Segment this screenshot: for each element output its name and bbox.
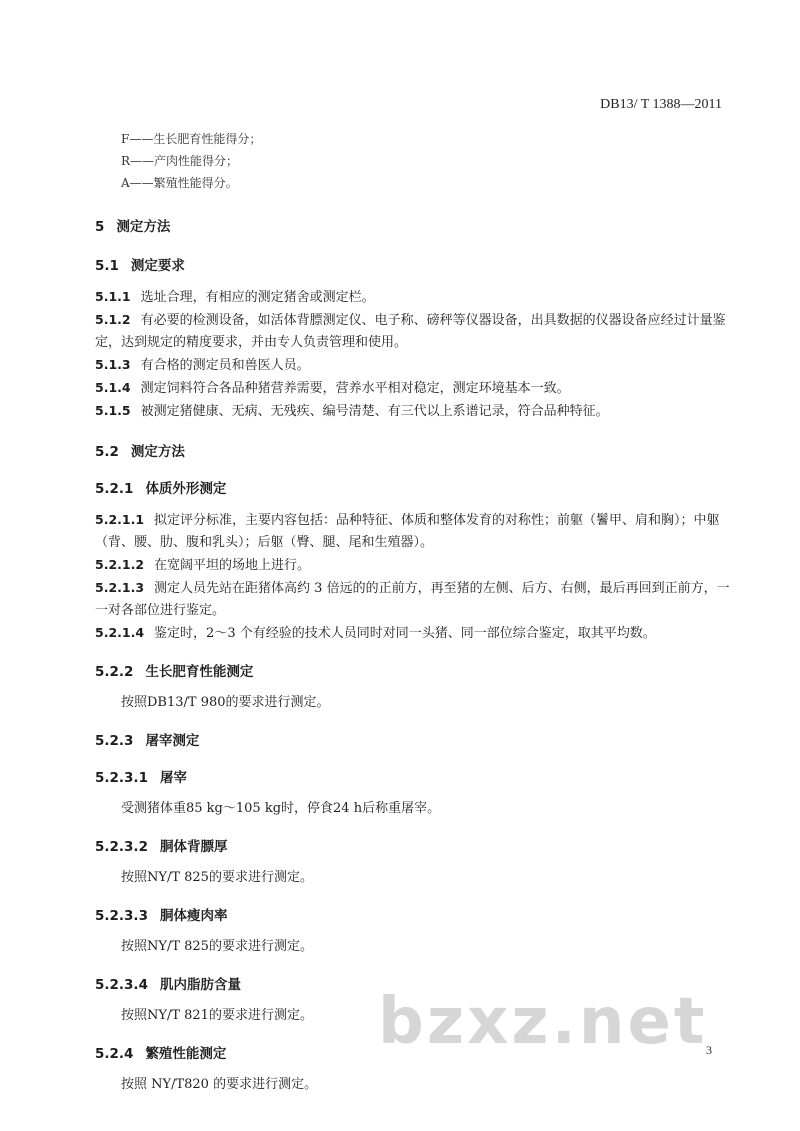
document-body [95,128,740,1096]
section-heading-5 [95,217,740,237]
clause-5-1-3 [95,354,740,377]
section-heading-5-2-1 [95,479,740,499]
section-title: 屠宰测定 [145,733,200,749]
clause-number: 5.2.1.3 [95,580,145,595]
section-heading-5-2-2 [95,662,740,682]
section-title: 屠宰 [159,770,187,786]
clause-5-1-1 [95,286,740,309]
section-heading-5-2-3 [95,731,740,751]
clause-text: 有必要的检测设备，如活体背膘测定仪、电子称、磅秤等仪器设备，出具数据的仪器设备应经过计量鉴定，达到规定的精度要求，并由专人负责管理和使用。 [95,313,726,350]
clause-5-2-1-4 [95,622,740,645]
section-body: 受测猪体重85 kg～105 kg时，停食24 h后称重屠宰。 [121,801,441,816]
standard-number: DB13/ T 1388—2011 [600,97,722,112]
section-title: 生长肥育性能测定 [145,664,254,680]
clause-text: 有合格的测定员和兽医人员。 [140,358,310,373]
clause-number: 5.1.2 [95,312,131,327]
section-number: 5.2.3.1 [95,770,148,786]
symbol-definition: F——生长肥育性能得分； [121,132,262,146]
clause-5-1-5 [95,400,740,423]
section-body: 按照DB13/T 980的要求进行测定。 [121,695,330,710]
section-number: 5.2.4 [95,1046,134,1062]
clause-text: 选址合理，有相应的测定猪舍或测定栏。 [140,290,375,305]
section-number: 5.2.3.4 [95,977,148,993]
clause-text: 鉴定时，2～3 个有经验的技术人员同时对同一头猪、同一部位综合鉴定，取其平均数。 [154,626,656,641]
section-number: 5.1 [95,258,119,274]
clause-number: 5.2.1.2 [95,557,145,572]
clause-text: 测定人员先站在距猪体高约 3 倍远的的正前方，再至猪的左侧、后方、右侧，最后再回到正前方，一一对各部位进行鉴定。 [95,581,730,618]
clause-5-1-4 [95,377,740,400]
clause-text: 在宽阔平坦的场地上进行。 [154,558,311,573]
clause-5-1-2 [95,309,740,354]
clause-text: 拟定评分标准，主要内容包括：品种特征、体质和整体发育的对称性；前躯（鬐甲、肩和胸）；中躯（背、腰、肋、腹和乳头）；后躯（臀、腿、尾和生殖器）。 [95,513,720,550]
clause-5-2-1-3 [95,577,740,622]
watermark: bzxz.net [378,985,708,1059]
section-heading-5-2-3-1 [95,768,740,788]
page-number: 3 [706,1043,712,1057]
section-title: 胴体瘦肉率 [159,908,228,924]
section-title: 测定方法 [130,444,185,460]
clause-5-2-1-2 [95,554,740,577]
clause-number: 5.1.3 [95,357,131,372]
section-title: 测定方法 [116,219,171,235]
clause-number: 5.1.4 [95,380,131,395]
section-number: 5 [95,219,105,235]
section-heading-5-1 [95,256,740,276]
section-title: 体质外形测定 [145,481,227,497]
section-number: 5.2.2 [95,664,134,680]
section-number: 5.2.3.2 [95,839,148,855]
clause-number: 5.1.1 [95,289,131,304]
section-number: 5.2.1 [95,481,134,497]
clause-text: 被测定猪健康、无病、无残疾、编号清楚、有三代以上系谱记录，符合品种特征。 [140,404,609,419]
clause-text: 测定饲料符合各品种猪营养需要，营养水平相对稳定，测定环境基本一致。 [140,381,570,396]
section-number: 5.2 [95,444,119,460]
section-number: 5.2.3 [95,733,134,749]
section-body: 按照NY/T 825的要求进行测定。 [121,870,313,885]
symbol-definition: R——产肉性能得分； [121,154,239,168]
clause-5-2-1-1 [95,509,740,554]
section-title: 测定要求 [130,258,185,274]
clause-number: 5.2.1.1 [95,512,145,527]
section-heading-5-2 [95,442,740,462]
section-body: 按照NY/T 825的要求进行测定。 [121,939,313,954]
section-body: 按照 NY/T820 的要求进行测定。 [121,1077,318,1092]
section-number: 5.2.3.3 [95,908,148,924]
clause-number: 5.2.1.4 [95,625,145,640]
section-heading-5-2-3-2 [95,837,740,857]
section-title: 繁殖性能测定 [145,1046,227,1062]
section-heading-5-2-3-3 [95,906,740,926]
section-title: 肌内脂肪含量 [159,977,241,993]
section-title: 胴体背膘厚 [159,839,228,855]
section-body: 按照NY/T 821的要求进行测定。 [121,1008,313,1023]
clause-number: 5.1.5 [95,403,131,418]
symbol-definition: A——繁殖性能得分。 [121,176,238,190]
